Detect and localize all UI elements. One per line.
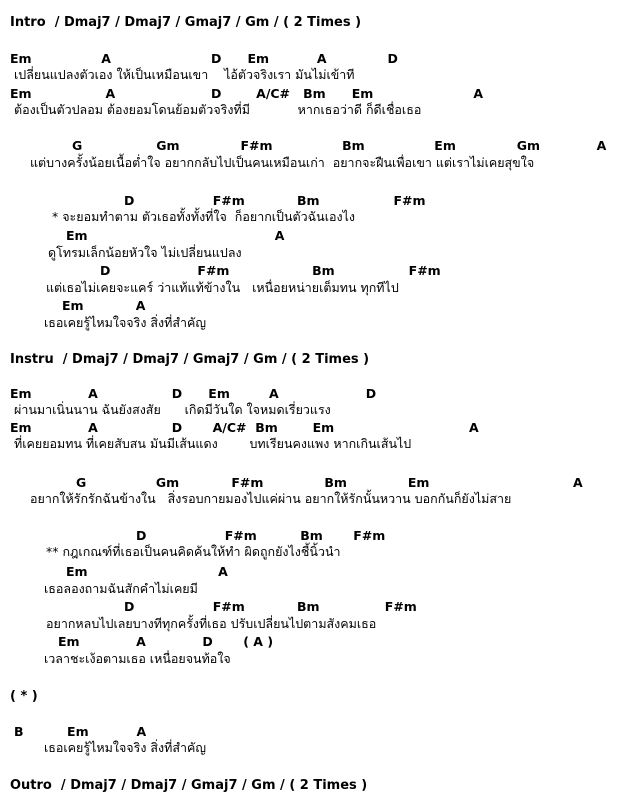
chord-line: D F#m Bm F#m [136, 528, 386, 543]
lyric-line: ที่เคยยอมทน ที่เคยสับสน มันมีเส้นแดง บทเรียนคงแพง หากเกินเส้นไป [14, 436, 412, 451]
instru-header: Instru / Dmaj7 / Dmaj7 / Gmaj7 / Gm / ( 2 Times ) [10, 352, 370, 367]
lyric-line: เธอเคยรู้ไหมใจจริง สิ่งที่สำคัญ [44, 740, 207, 755]
chord-line: Em A D ( A ) [58, 634, 274, 649]
chord-line: Em A [66, 228, 285, 243]
lyric-line: ** กฎเกณฑ์ที่เธอเป็นคนคิดค้นให้ทำ ผิดถูกยังไงชี้นิ้วนำ [46, 544, 341, 559]
chord-line: G Gm F#m Bm Em Gm A [72, 138, 607, 153]
chord-line: Em A D A/C# Bm Em A [10, 86, 484, 101]
chord-line: Em A [66, 564, 228, 579]
lyric-line: อยากให้รักรักฉันข้างใน สิ่งรอบกายมองไปแค่ผ่าน อยากให้รักนั้นหวาน บอกกันก็ยังไม่สาย [30, 491, 512, 506]
lyric-line: เปลี่ยนแปลงตัวเอง ให้เป็นเหมือนเขา ไอ้ตัวจริงเรา มันไม่เข้าที [14, 67, 355, 82]
repeat-chorus-marker: ( * ) [10, 689, 38, 704]
chord-line: B Em A [14, 724, 147, 739]
lyric-line: ต้องเป็นตัวปลอม ต้องยอมโดนย้อมตัวจริงที่มี หากเธอว่าดี ก็ดีเชื่อเธอ [14, 102, 422, 117]
lyric-line: ผ่านมาเนิ่นนาน ฉันยังสงสัย เกิดมีวันใด ใจหมดเรี่ยวแรง [14, 402, 331, 417]
lyric-line: แต่เธอไม่เคยจะแคร์ ว่าแท้แท้ข้างใน เหนื่อยหน่ายเต็มทน ทุกทีไป [46, 280, 399, 295]
chord-line: Em A D Em A D [10, 51, 398, 66]
lyric-line: อยากหลบไปเลยบางทีทุกครั้งที่เธอ ปรับเปลี่ยนไปตามสังคมเธอ [46, 616, 377, 631]
chord-line: D F#m Bm F#m [124, 193, 426, 208]
intro-header: Intro / Dmaj7 / Dmaj7 / Gmaj7 / Gm / ( 2 Times ) [10, 15, 362, 30]
chord-line: G Gm F#m Bm Em A [76, 475, 583, 490]
chord-line: Em A D Em A D [10, 386, 377, 401]
lyric-line: เธอเคยรู้ไหมใจจริง สิ่งที่สำคัญ [44, 315, 207, 330]
lyric-line: * จะยอมทำตาม ตัวเธอทั้งทั้งที่ใจ ก็อยากเป็นตัวฉันเองไง [52, 209, 355, 224]
lyric-line: เวลาชะเง้อตามเธอ เหนื่อยจนท้อใจ [44, 651, 231, 666]
lyric-line: เธอลองถามฉันสักคำไม่เคยมี [44, 581, 198, 596]
chord-line: Em A [62, 298, 146, 313]
lyric-line: ดูโทรมเล็กน้อยหัวใจ ไม่เปลี่ยนแปลง [48, 245, 242, 260]
chord-line: Em A D A/C# Bm Em A [10, 420, 479, 435]
chord-line: D F#m Bm F#m [124, 599, 417, 614]
chord-line: D F#m Bm F#m [100, 263, 441, 278]
lyric-line: แต่บางครั้งน้อยเนื้อต่ำใจ อยากกลับไปเป็นคนเหมือนเก่า อยากจะฝืนเพื่อเขา แต่เราไม่เคยสุขใจ [30, 155, 535, 170]
outro-header: Outro / Dmaj7 / Dmaj7 / Gmaj7 / Gm / ( 2 Times ) [10, 778, 368, 793]
